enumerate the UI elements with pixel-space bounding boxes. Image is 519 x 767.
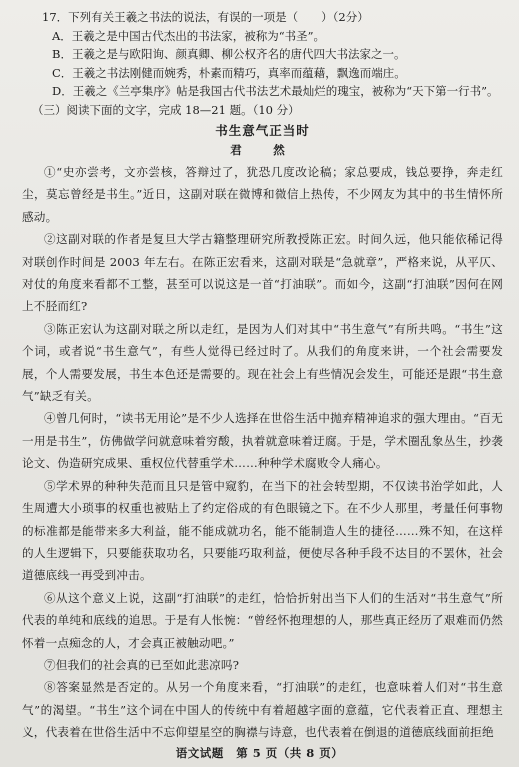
paragraph-8: ⑧答案显然是否定的。从另一个角度来看，“打油联”的走红，也意味着人们对“书生意气”的渴望。“书生”这个词在中国人的传统中有着超越字面的意蕴，它代表着正直、理想主义，代表着在世俗生活中不忘仰望星空的胸襟与诗意，也代表着在倒退的道德底线面前拒绝 xyxy=(22,680,503,740)
paragraph-2: ②这副对联的作者是复旦大学古籍整理研究所教授陈正宏。时间久远，他只能依稀记得对联创作时间是 2003 年左右。在陈正宏看来，这副对联是“急就章”，严格来说，从平仄、对仗的角度来看都不工整，甚至可以说这是一首“打油联”。而如今，这副“打油联”因何在网上不胫而红? xyxy=(22,232,503,314)
footer-subject: 语文试题 xyxy=(175,746,224,760)
question-17 xyxy=(22,8,503,101)
option-c: C．王羲之书法刚健而婉秀，朴素而精巧，真率而蕴藉，飘逸而端庄。 xyxy=(52,65,406,80)
article-author: 君 然 xyxy=(230,143,295,157)
question-17-stem: 17．下列有关王羲之书法的说法，有误的一项是（ ）（2分） xyxy=(42,10,369,24)
option-a: A．王羲之是中国古代杰出的书法家，被称为“书圣”。 xyxy=(52,28,326,43)
page-footer xyxy=(0,745,519,761)
paragraph-7: ⑦但我们的社会真的已至如此悲凉吗? xyxy=(44,657,240,672)
article-body xyxy=(22,161,503,744)
paragraph-5: ⑤学术界的种种失范而且只是管中窥豹，在当下的社会转型期，不仅读书治学如此，人生周遭大小琐事的权重也被贴上了约定俗成的有色眼镜之下。在不少人那里，考量任何事物的标准都是能带来多大利益，能不能成就功名，能不能制造人生的捷径……殊不知，在这样的人生逻辑下，只要能获取功名，只要能巧取利益，便使尽各种手段不达目的不罢休，社会道德底线一再受到冲击。 xyxy=(22,478,503,583)
article-title: 书生意气正当时 xyxy=(215,123,310,138)
paragraph-1: ①“史亦尝考，文亦尝核，答辩过了，犹恐几度改论稿；家总要成，钱总要挣，奔走红尘，莫忘曾经是书生。”近日，这副对联在微博和微信上热传，不少网友为其中的书生情怀所感动。 xyxy=(22,165,503,224)
footer-page-number: 第 5 页（共 8 页） xyxy=(236,746,344,760)
paragraph-3: ③陈正宏认为这副对联之所以走红，是因为人们对其中“书生意气”有所共鸣。“书生”这个词，或者说“书生意气”，有些人觉得已经过时了。从我们的角度来讲，一个社会需要发展，个人需要发展，书生本色还是需要的。现在社会上有些情况会发生，可能还是跟“书生意气”缺乏有关。 xyxy=(22,321,503,404)
option-b: B．王羲之是与欧阳询、颜真卿、柳公权齐名的唐代四大书法家之一。 xyxy=(52,47,406,61)
section-heading: （三）阅读下面的文字，完成 18—21 题。（10 分） xyxy=(32,102,300,117)
paragraph-6: ⑥从这个意义上说，这副“打油联”的走红，恰恰折射出当下人们的生活对“书生意气”所代表的单纯和底线的追思。于是有人怅惋：“曾经怀抱理想的人，那些真正经历了艰难而仍然怀着一点痴念的人，才会真正被触动吧。” xyxy=(22,590,503,650)
option-d: D．王羲之《兰亭集序》帖是我国古代书法艺术最灿烂的瑰宝，被称为“天下第一行书”。 xyxy=(52,84,499,98)
paragraph-4: ④曾几何时，“读书无用论”是不少人选择在世俗生活中抛弃精神追求的强大理由。“百无一用是书生”，仿佛做学问就意味着穷酸，执着就意味着迂腐。于是，学术圈乱象丛生，抄袭论文、伪造研究成果、重权位代替重学术……种种学术腐败令人痛心。 xyxy=(22,411,503,471)
